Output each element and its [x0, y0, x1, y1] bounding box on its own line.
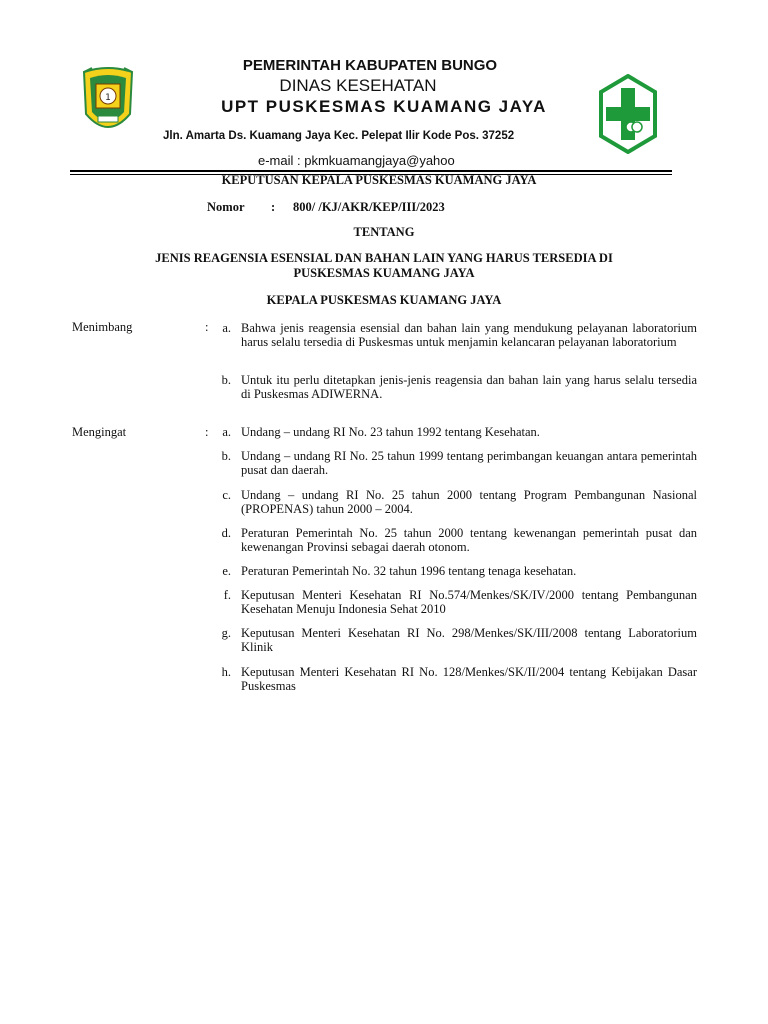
kop-divider-thick [70, 170, 672, 172]
item-letter: f. [223, 588, 231, 602]
item-text: Undang – undang RI No. 23 tahun 1992 tentang Kesehatan. [241, 425, 540, 439]
kop-dinas: DINAS KESEHATAN [279, 76, 437, 95]
menimbang-colon: : [205, 320, 209, 334]
item-letter: b. [221, 373, 231, 387]
mengingat-label: Mengingat [72, 425, 127, 439]
kop-email: e-mail : pkmkuamangjaya@yahoo [258, 153, 455, 168]
puskesmas-cross-icon [598, 74, 658, 154]
kop-pemerintah: PEMERINTAH KABUPATEN BUNGO [242, 57, 498, 74]
item-letter: a. [222, 425, 231, 439]
item-text: Keputusan Menteri Kesehatan RI No. 128/Menkes/SK/II/2004 tentang Kebijakan Dasar Puskesmas [241, 665, 697, 693]
menimbang-item [215, 321, 697, 349]
item-letter: a. [222, 321, 231, 335]
kop-address: Jln. Amarta Ds. Kuamang Jaya Kec. Pelepat Ilir Kode Pos. 37252 [163, 130, 515, 142]
nomor-label: Nomor [207, 200, 245, 214]
item-letter: c. [222, 488, 231, 502]
item-text: Untuk itu perlu ditetapkan jenis-jenis reagensia dan bahan lain yang harus selalu tersedia di Puskesmas ADIWERNA. [241, 373, 697, 401]
mengingat-item [215, 526, 697, 554]
mengingat-item [215, 665, 697, 693]
item-letter: d. [221, 526, 231, 540]
mengingat-item [215, 425, 697, 439]
item-letter: b. [221, 449, 231, 463]
nomor-separator: : [271, 200, 276, 214]
item-text: Keputusan Menteri Kesehatan RI No. 298/Menkes/SK/III/2008 tentang Laboratorium Klinik [241, 626, 697, 654]
tentang-heading: TENTANG [353, 225, 415, 239]
svg-text:1: 1 [105, 93, 111, 103]
item-text: Peraturan Pemerintah No. 32 tahun 1996 tentang tenaga kesehatan. [241, 564, 577, 578]
document-title: KEPUTUSAN KEPALA PUSKESMAS KUAMANG JAYA [221, 173, 537, 187]
document-subject [0, 251, 768, 281]
item-text: Peraturan Pemerintah No. 25 tahun 2000 tentang kewenangan pemerintah pusat dan kewenangan Provinsi sebagai daerah otonom. [241, 526, 697, 554]
item-text: Undang – undang RI No. 25 tahun 2000 tentang Program Pembangunan Nasional (PROPENAS) tahun 2000 – 2004. [241, 488, 697, 516]
subject-line-1: JENIS REAGENSIA ESENSIAL DAN BAHAN LAIN YANG HARUS TERSEDIA DI [155, 251, 613, 265]
mengingat-colon: : [205, 425, 209, 439]
item-letter: g. [221, 626, 231, 640]
mengingat-item [215, 588, 697, 616]
mengingat-item [215, 626, 697, 654]
menimbang-item [215, 373, 697, 401]
document-number [207, 200, 445, 215]
item-letter: h. [221, 665, 231, 679]
menimbang-label: Menimbang [72, 320, 133, 334]
nomor-value: 800/ /KJ/AKR/KEP/III/2023 [293, 200, 445, 214]
kop-upt: UPT PUSKESMAS KUAMANG JAYA [221, 97, 547, 116]
mengingat-item [215, 564, 697, 578]
item-text: Bahwa jenis reagensia esensial dan bahan lain yang mendukung pelayanan laboratorium harus selalu tersedia di Puskesmas untuk menjamin kelancaran pelayanan laboratorium [241, 321, 697, 349]
item-letter: e. [222, 564, 231, 578]
item-text: Keputusan Menteri Kesehatan RI No.574/Menkes/SK/IV/2000 tentang Pembangunan Kesehatan Menuju Indonesia Sehat 2010 [241, 588, 697, 616]
kepala-heading: KEPALA PUSKESMAS KUAMANG JAYA [266, 293, 502, 307]
mengingat-item [215, 488, 697, 516]
mengingat-item [215, 449, 697, 477]
subject-line-2: PUSKESMAS KUAMANG JAYA [293, 266, 475, 280]
item-text: Undang – undang RI No. 25 tahun 1999 tentang perimbangan keuangan antara pemerintah pusat dan daerah. [241, 449, 697, 477]
